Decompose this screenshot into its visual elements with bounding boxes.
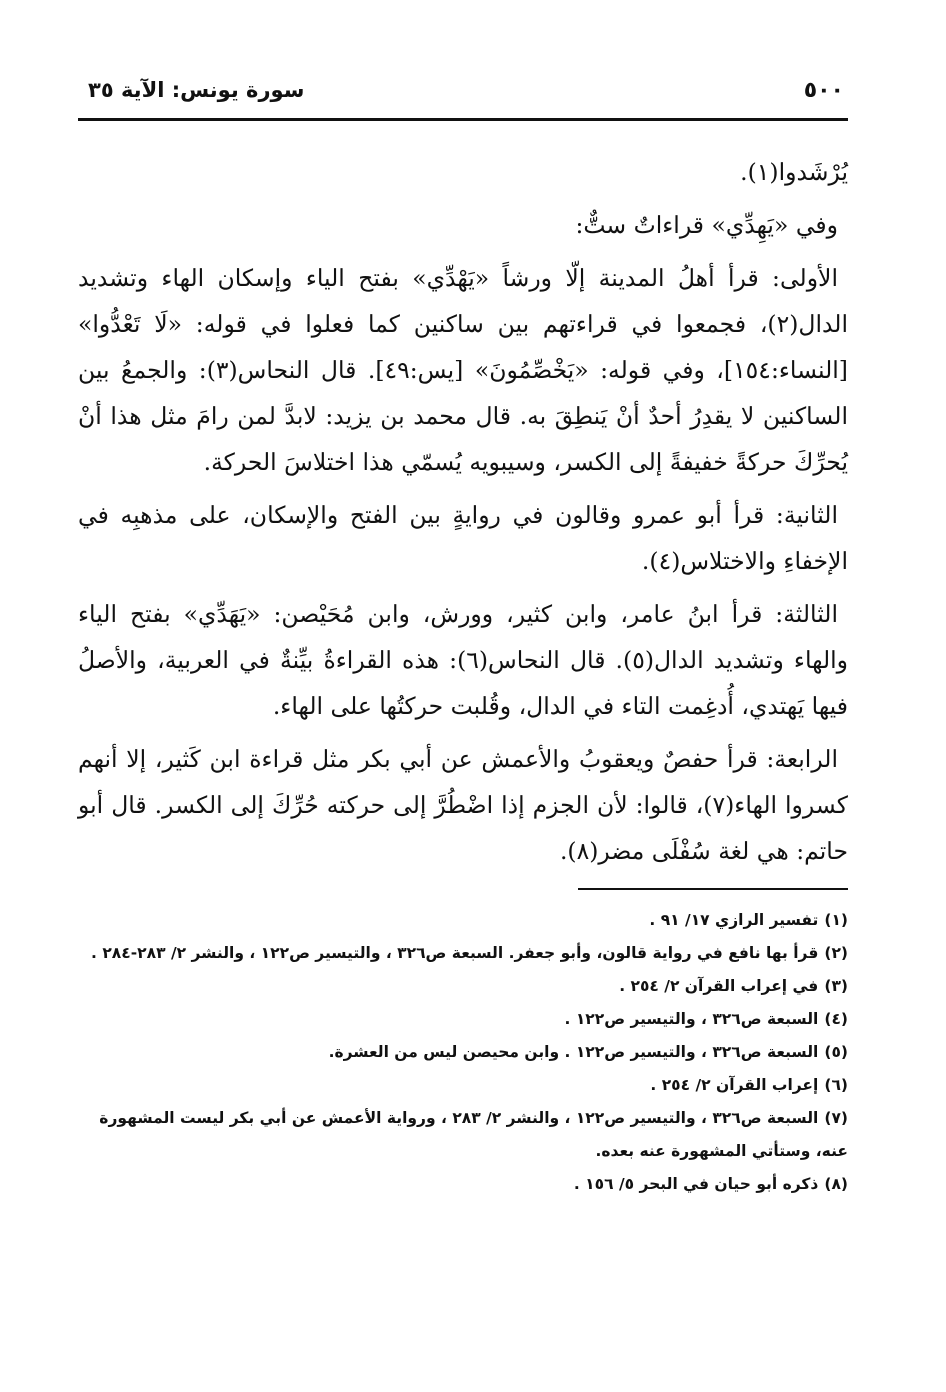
book-page: [78, 70, 848, 1392]
footnote-text: السبعة ص٣٢٦ ، والتيسير ص١٢٢ . وابن محيصن ليس من العشرة.: [328, 1043, 819, 1061]
running-title: سورة يونس: الآية ٣٥: [88, 78, 305, 102]
footnote-item: [78, 1036, 848, 1069]
footnote-text: تفسير الرازي ١٧/ ٩١ .: [649, 911, 819, 929]
paragraph-second-reading: الثانية: قرأ أبو عمرو وقالون في روايةٍ بين الفتح والإسكان، على مذهبِه في الإخفاءِ والاختلاس(٤).: [78, 501, 848, 575]
running-header: [78, 70, 848, 121]
footnote-text: السبعة ص٣٢٦ ، والتيسير ص١٢٢ .: [564, 1010, 819, 1028]
footnote-number: (٥): [824, 1043, 848, 1061]
footnote-text: إعراب القرآن ٢/ ٢٥٤ .: [650, 1076, 819, 1094]
page-number: ٥٠٠: [803, 78, 844, 103]
footnote-number: (٧): [824, 1109, 848, 1127]
footnote-item: [78, 1003, 848, 1036]
main-text: [78, 149, 848, 874]
footnote-number: (٦): [824, 1076, 848, 1094]
footnote-text: قرأ بها نافع في رواية قالون، وأبو جعفر. السبعة ص٣٢٦ ، والتيسير ص١٢٢ ، والنشر ٢/ ٢٨٣-٢٨٤ .: [91, 944, 819, 962]
footnote-number: (٢): [824, 944, 848, 962]
footnote-item: [78, 1102, 848, 1168]
paragraph-continued: يُرْشَدوا(١).: [740, 158, 848, 186]
footnote-number: (٣): [824, 977, 848, 995]
footnote-number: (١): [824, 911, 848, 929]
paragraph-first-reading: الأولى: قرأ أهلُ المدينة إلّا ورشاً «يَهْدِّي» بفتح الياء وإسكان الهاء وتشديد الدال(٢)، فجمعوا في قراءتهم بين ساكنين كما فعلوا في قوله: «لَا تَعْدُّوا» [النساء:١٥٤]، وفي قوله: «يَخْصِّمُونَ» [يس:٤٩]. قال النحاس(٣): والجمعُ بين الساكنين لا يقدِرُ أحدٌ أنْ يَنطِقَ به. قال محمد بن يزيد: لابدَّ لمن رامَ مثل هذا أنْ يُحرِّكَ حركةً خفيفةً إلى الكسر، وسيبويه يُسمّي هذا اختلاسَ الحركة.: [78, 264, 848, 476]
footnote-text: ذكره أبو حيان في البحر ٥/ ١٥٦ .: [573, 1175, 819, 1193]
footnote-item: [78, 970, 848, 1003]
footnotes: [78, 904, 848, 1201]
footnote-number: (٤): [824, 1010, 848, 1028]
footnote-divider: [578, 888, 848, 890]
footnote-text: السبعة ص٣٢٦ ، والتيسير ص١٢٢ ، والنشر ٢/ ٢٨٣ ، ورواية الأعمش عن أبي بكر ليست المشهورة عنه، وستأتي المشهورة عنه بعده.: [99, 1109, 848, 1160]
paragraph-readings-intro: وفي «يَهِدِّي» قراءاتٌ ستٌّ:: [575, 211, 838, 239]
footnote-text: في إعراب القرآن ٢/ ٢٥٤ .: [619, 977, 819, 995]
paragraph-third-reading: الثالثة: قرأ ابنُ عامر، وابن كثير، وورش، وابن مُحَيْصن: «يَهَدِّي» بفتح الياء والهاء وتشديد الدال(٥). قال النحاس(٦): هذه القراءةُ بيِّنةٌ في العربية، والأصلُ فيها يَهتدي، أُدغِمت التاء في الدال، وقُلبت حركتُها على الهاء.: [78, 600, 848, 720]
footnote-item: [78, 904, 848, 937]
footnote-item: [78, 937, 848, 970]
footnote-item: [78, 1069, 848, 1102]
paragraph-fourth-reading: الرابعة: قرأ حفصٌ ويعقوبُ والأعمش عن أبي بكر مثل قراءة ابن كَثير، إلا أنهم كسروا الهاء(٧)، قالوا: لأن الجزم إذا اضْطُرَّ إلى حركته حُرِّكَ إلى الكسر. قال أبو حاتم: هي لغة سُفْلَى مضر(٨).: [78, 745, 848, 865]
footnote-number: (٨): [824, 1175, 848, 1193]
footnote-item: [78, 1168, 848, 1201]
